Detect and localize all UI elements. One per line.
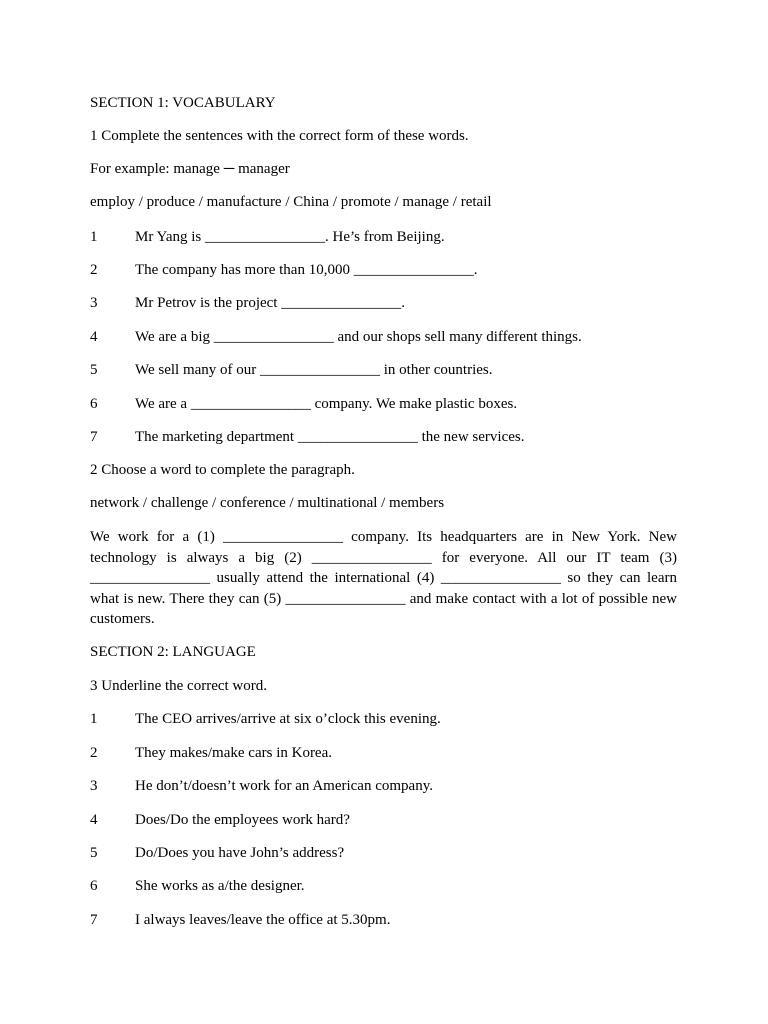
task1-item [90, 328, 582, 346]
task1-item [90, 395, 517, 413]
item-text: The CEO arrives/arrive at six o’clock this evening. [135, 711, 441, 727]
task3-item [90, 710, 441, 728]
task3-item [90, 877, 305, 895]
item-text: The company has more than 10,000 ________________. [135, 262, 478, 278]
item-text: I always leaves/leave the office at 5.30pm. [135, 912, 391, 928]
item-number: 6 [90, 396, 98, 412]
task1-item [90, 261, 477, 279]
task3-instruction: 3 Underline the correct word. [90, 678, 268, 694]
task3-item [90, 911, 390, 929]
item-text: Do/Does you have John’s address? [135, 845, 345, 861]
item-text: Does/Do the employees work hard? [135, 812, 350, 828]
item-text: They makes/make cars in Korea. [135, 745, 332, 761]
task1-example: For example: manage ─ manager [90, 161, 290, 177]
item-number: 4 [90, 329, 98, 345]
item-text: The marketing department ________________ the new services. [135, 429, 525, 445]
task2-paragraph: We work for a (1) ________________ company. Its headquarters are in New York. New technology is always a big (2) ________________ for everyone. All our IT team (3) ________________ usually attend the international (4) ________________ so they can learn what is new. There they can (5) ________________ and make contact with a lot of possible new customers. [90, 529, 677, 627]
item-number: 1 [90, 711, 98, 727]
section2-heading: SECTION 2: LANGUAGE [90, 644, 256, 660]
task3-item [90, 777, 433, 795]
task1-item [90, 428, 524, 446]
task1-item [90, 228, 445, 246]
task1-instruction: 1 Complete the sentences with the correct form of these words. [90, 128, 469, 144]
task3-item [90, 844, 344, 862]
item-number: 1 [90, 229, 98, 245]
task3-item [90, 744, 332, 762]
item-text: Mr Petrov is the project ________________. [135, 295, 405, 311]
item-text: We are a ________________ company. We make plastic boxes. [135, 396, 518, 412]
item-number: 2 [90, 262, 98, 278]
item-number: 7 [90, 429, 98, 445]
task2-instruction: 2 Choose a word to complete the paragraph. [90, 462, 355, 478]
item-number: 6 [90, 878, 98, 894]
task1-word-list: employ / produce / manufacture / China / promote / manage / retail [90, 194, 492, 210]
item-number: 5 [90, 845, 98, 861]
section1-heading: SECTION 1: VOCABULARY [90, 95, 276, 111]
item-number: 7 [90, 912, 98, 928]
item-text: He don’t/doesn’t work for an American company. [135, 778, 433, 794]
item-text: Mr Yang is ________________. He’s from Beijing. [135, 229, 445, 245]
item-number: 5 [90, 362, 98, 378]
item-text: We sell many of our ________________ in other countries. [135, 362, 493, 378]
item-text: We are a big ________________ and our shops sell many different things. [135, 329, 582, 345]
item-number: 3 [90, 778, 98, 794]
item-number: 4 [90, 812, 98, 828]
task3-item [90, 811, 350, 829]
item-text: She works as a/the designer. [135, 878, 305, 894]
item-number: 2 [90, 745, 98, 761]
task1-item [90, 361, 492, 379]
task2-word-list: network / challenge / conference / multinational / members [90, 495, 445, 511]
task1-item [90, 294, 405, 312]
item-number: 3 [90, 295, 98, 311]
